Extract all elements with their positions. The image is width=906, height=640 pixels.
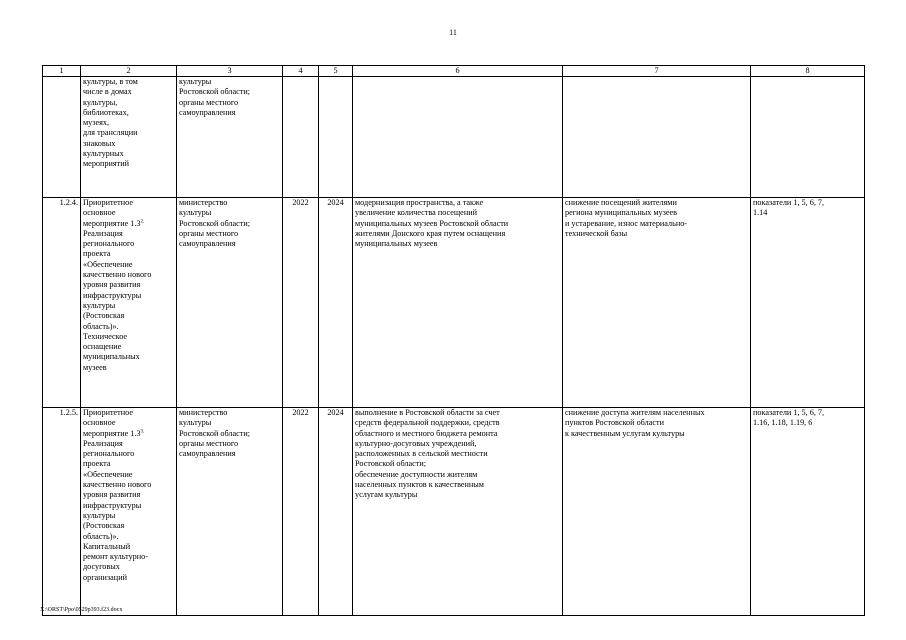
superscript: 2.	[140, 218, 145, 224]
line: средств федеральной поддержки, средств	[355, 418, 500, 428]
line: основное	[83, 418, 116, 428]
line: уровня развития	[83, 490, 141, 500]
line: муниципальных музеев Ростовской области	[355, 218, 509, 228]
line: органы местного	[179, 228, 239, 238]
executor-cell	[177, 408, 283, 616]
line: «Обеспечение	[83, 259, 133, 269]
measure-name-cell	[81, 198, 177, 408]
line: инфраструктуры	[83, 500, 142, 510]
line: самоуправления	[179, 239, 236, 249]
line: жителями Донского края путем оснащения	[355, 228, 506, 238]
line: музеев	[83, 362, 107, 372]
line: (Ростовская	[83, 521, 125, 531]
header-cell: 3	[177, 66, 283, 77]
line: самоуправления	[179, 107, 236, 117]
executor-cell	[177, 77, 283, 198]
line	[83, 219, 174, 229]
line: снижение посещений жителями	[565, 198, 677, 207]
line: региона муниципальных музеев	[565, 208, 677, 218]
table-row	[43, 408, 865, 616]
line: культуры	[179, 77, 212, 86]
header-cell: 6	[353, 66, 563, 77]
superscript: 3.	[140, 428, 145, 434]
line: Ростовской области;	[355, 459, 427, 469]
line: органы местного	[179, 438, 239, 448]
line: Приоритетное	[83, 408, 133, 417]
line: регионального	[83, 239, 135, 249]
line: модернизация пространства, а также	[355, 198, 484, 207]
line: показатели 1, 5, 6, 7,	[753, 408, 825, 417]
line: технической базы	[565, 228, 628, 238]
header-cell: 5	[319, 66, 353, 77]
line: культурных	[83, 149, 124, 159]
line: проекта	[83, 249, 111, 259]
line: основное	[83, 208, 116, 218]
start-year: 2022	[283, 198, 319, 408]
line: Ростовской области;	[179, 87, 251, 97]
executor-cell	[177, 198, 283, 408]
header-cell: 8	[751, 66, 865, 77]
line: культуры	[83, 510, 116, 520]
line: знаковых	[83, 138, 116, 148]
line: Реализация	[83, 228, 123, 238]
line: снижение доступа жителям населенных	[565, 408, 705, 417]
line: регионального	[83, 449, 135, 459]
header-cell: 2	[81, 66, 177, 77]
indicators-cell	[751, 408, 865, 616]
line: Приоритетное	[83, 198, 133, 207]
line: мероприятий	[83, 159, 129, 169]
line: досуговых	[83, 562, 120, 572]
measure-number: мероприятие 1.3	[83, 218, 141, 228]
page-number: 11	[449, 28, 457, 37]
line: для трансляции	[83, 128, 138, 138]
line: органы местного	[179, 97, 239, 107]
header-row	[43, 66, 865, 77]
line: к качественным услугам культуры	[565, 428, 685, 438]
measure-number: мероприятие 1.3	[83, 428, 141, 438]
line: библиотеках,	[83, 107, 129, 117]
line: (Ростовская	[83, 311, 125, 321]
indicators-cell	[751, 198, 865, 408]
consequences-cell	[563, 77, 751, 198]
header-cell: 4	[283, 66, 319, 77]
expected-result-cell	[353, 408, 563, 616]
line	[83, 429, 174, 439]
line: культуры	[179, 208, 212, 218]
row-number: 1.2.4.	[43, 198, 81, 408]
start-year: 2022	[283, 408, 319, 616]
file-path-footer: X:\ORST\Ppo\0529p393.f23.docx	[40, 607, 123, 613]
line: музеях,	[83, 118, 110, 128]
line: культуры	[179, 418, 212, 428]
line: обеспечение доступности жителям	[355, 469, 478, 479]
line: министерство	[179, 198, 228, 207]
line: Техническое	[83, 331, 128, 341]
measures-table	[42, 65, 865, 616]
line: культурно-досуговых учреждений,	[355, 438, 477, 448]
line: Капитальный	[83, 541, 131, 551]
line: числе в домах	[83, 87, 132, 97]
line: выполнение в Ростовской области за счет	[355, 408, 500, 417]
line: областного и местного бюджета ремонта	[355, 428, 498, 438]
line: Ростовской области;	[179, 218, 251, 228]
row-number	[43, 77, 81, 198]
indicators-cell	[751, 77, 865, 198]
line: область)».	[83, 531, 119, 541]
line: муниципальных	[83, 352, 140, 362]
line: и устаревание, износ материально-	[565, 218, 688, 228]
line: самоуправления	[179, 449, 236, 459]
table-row	[43, 198, 865, 408]
line: услугам культуры	[355, 490, 418, 500]
line: пунктов Ростовской области	[565, 418, 664, 428]
line: качественно нового	[83, 480, 152, 490]
line: министерство	[179, 408, 228, 417]
line: муниципальных музеев	[355, 239, 438, 249]
expected-result-cell	[353, 198, 563, 408]
header-cell: 1	[43, 66, 81, 77]
line: качественно нового	[83, 270, 152, 280]
line: проекта	[83, 459, 111, 469]
table-row	[43, 77, 865, 198]
line: расположенных в сельской местности	[355, 449, 488, 459]
line: Ростовской области;	[179, 428, 251, 438]
line: культуры	[83, 300, 116, 310]
measure-name-cell	[81, 408, 177, 616]
line: организаций	[83, 572, 127, 582]
line: «Обеспечение	[83, 469, 133, 479]
start-year	[283, 77, 319, 198]
line: область)».	[83, 321, 119, 331]
line: уровня развития	[83, 280, 141, 290]
line: оснащение	[83, 342, 122, 352]
end-year: 2024	[319, 198, 353, 408]
line: культуры,	[83, 97, 118, 107]
measure-name-cell	[81, 77, 177, 198]
line: 1.14	[753, 208, 768, 218]
end-year: 2024	[319, 408, 353, 616]
line: показатели 1, 5, 6, 7,	[753, 198, 825, 207]
line: ремонт культурно-	[83, 552, 148, 562]
line: инфраструктуры	[83, 290, 142, 300]
line: культуры, в том	[83, 77, 138, 86]
line: Реализация	[83, 438, 123, 448]
line: 1.16, 1.18, 1.19, 6	[753, 418, 813, 428]
line: увеличение количества посещений	[355, 208, 477, 218]
consequences-cell	[563, 408, 751, 616]
line: населенных пунктов к качественным	[355, 480, 484, 490]
row-number: 1.2.5.	[43, 408, 81, 616]
expected-result-cell	[353, 77, 563, 198]
header-cell: 7	[563, 66, 751, 77]
consequences-cell	[563, 198, 751, 408]
end-year	[319, 77, 353, 198]
